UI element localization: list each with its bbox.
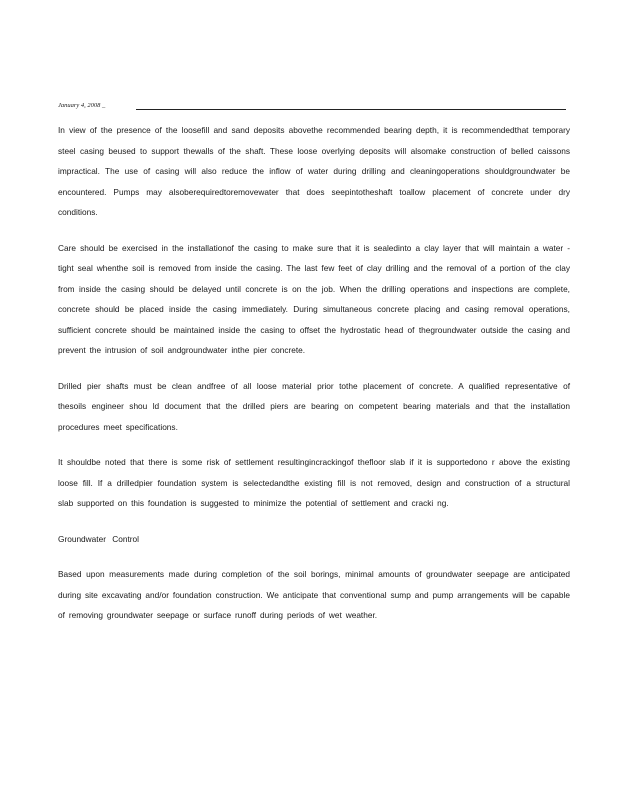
paragraph-groundwater-control: Based upon measurements made during completion of the soil borings, minimal amounts of groundwater seepage are anticipated during site excavating and/or foundation construction. We anticipate that conventional sump and pump arrangements will be capable of removing groundwater seepage or surface runoff during periods of wet weather. (58, 569, 570, 620)
header-rule (136, 109, 566, 110)
paragraph-settlement-risk: It shouldbe noted that there is some risk of settlement resultingincrackingof thefloor slab if it is supportedono r above the existing loose fill. If a drilledpier foundation system is selectedandthe existing fill is not removed, design and construction of a structural slab supported on this foundation is suggested to minimize the potential of settlement and cracki ng. (58, 457, 570, 508)
paragraph-casing-installation: Care should be exercised in the installationof the casing to make sure that it is sealedinto a clay layer that will maintain a water -tight seal whenthe soil is removed from inside the casing. The last few feet of clay drilling and the removal of a portion of the clay from inside the casing should be delayed until concrete is on the job. When the drilling operations and inspections are complete, concrete should be placed inside the casing immediately. During simultaneous concrete placing and casing removal operations, sufficient concrete should be maintained inside the casing to offset the hydrostatic head of thegroundwater outside the casing and prevent the intrusion of soil andgroundwater inthe pier concrete. (58, 242, 570, 355)
paragraph-pier-shafts: Drilled pier shafts must be clean andfree of all loose material prior tothe placement of concrete. A qualified representative of thesoils engineer shou ld document that the drilled piers are bearing on competent bearing materials and that the installation procedures meet specifications. (58, 380, 570, 432)
page-header (58, 100, 566, 112)
section-heading-groundwater: Groundwater Control (58, 533, 140, 544)
paragraph-casing-recommendation: In view of the presence of the loosefill and sand deposits abovethe recommended bearing depth, it is recommendedthat temporary steel casing beused to support thewalls of the shaft. These loose overlying deposits will alsomake construction of belled caissons impractical. The use of casing will also reduce the inflow of water during drilling and cleaningoperations shouldgroundwater be encountered. Pumps may alsoberequiredtoremovewater that does seepintotheshaft toallow placement of concrete under dry conditions. (58, 125, 570, 217)
document-body (58, 120, 570, 641)
header-date: January 4, 2008 _ (58, 102, 106, 109)
